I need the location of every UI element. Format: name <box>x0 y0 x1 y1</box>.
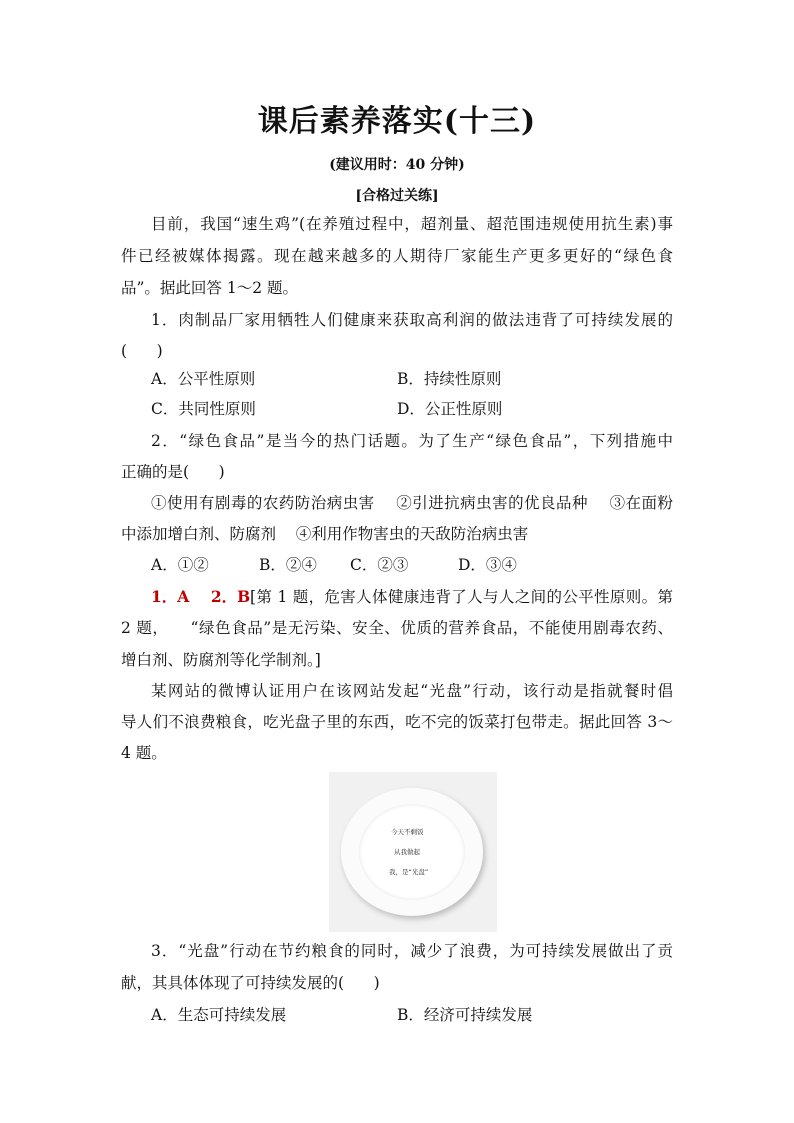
plate-text-line2: 从我做起 <box>394 848 420 856</box>
q3-stem-line1: 3．“光盘”行动在节约粮食的同时，减少了浪费，为可持续发展做出了贡 <box>151 942 673 960</box>
plate-text-line1: 今天不剩饭 <box>391 828 424 836</box>
q1-stem-line2: ( ) <box>121 342 163 360</box>
q1-option-c: C．共同性原则 <box>151 400 256 418</box>
q2-choice-line1: ①使用有剧毒的农药防治病虫害 ②引进抗病虫害的优良品种 ③在面粉 <box>151 494 673 512</box>
q2-option-a: A．①② <box>151 556 209 574</box>
passage1-line3: 品”。据此回答 1～2 题。 <box>121 279 299 297</box>
q3-stem-line2: 献，其具体体现了可持续发展的( ) <box>121 974 380 992</box>
passage1-line2: 件已经被媒体揭露。现在越来越多的人期待厂家能生产更多更好的“绿色食 <box>121 247 673 265</box>
plate-text-line3: 我，是“光盘” <box>389 868 429 876</box>
answer-explanation-line3: 增白剂、防腐剂等化学制剂。] <box>121 651 321 669</box>
q2-option-c: C．②③ <box>350 556 409 574</box>
time-note: (建议用时：40 分钟) <box>329 157 465 173</box>
q2-choice-line2: 中添加增白剂、防腐剂 ④利用作物害虫的天敌防治病虫害 <box>121 525 529 543</box>
q1-option-d: D．公正性原则 <box>397 400 503 418</box>
q3-option-b: B．经济可持续发展 <box>397 1006 533 1024</box>
passage2-line3: 4 题。 <box>121 744 167 762</box>
q2-stem-line1: 2．“绿色食品”是当今的热门话题。为了生产“绿色食品”，下列措施中 <box>151 432 673 450</box>
q2-option-b: B．②④ <box>259 556 317 574</box>
page-title: 课后素养落实(十三) <box>257 104 537 139</box>
section-heading: [合格过关练] <box>355 188 439 204</box>
q3-option-a: A．生态可持续发展 <box>151 1006 287 1024</box>
passage1-line1: 目前，我国“速生鸡”(在养殖过程中，超剂量、超范围违规使用抗生素)事 <box>151 215 673 233</box>
q2-option-d: D．③④ <box>458 556 517 574</box>
passage2-line2: 导人们不浪费粮食，吃光盘子里的东西，吃不完的饭菜打包带走。据此回答 3～ <box>121 713 673 731</box>
answer-explanation-line2: 2 题， “绿色食品”是无污染、安全、优质的营养食品，不能使用剧毒农药、 <box>121 619 673 637</box>
q2-stem-line2: 正确的是( ) <box>121 463 225 481</box>
q1-stem-line1: 1．肉制品厂家用牺牲人们健康来获取高利润的做法违背了可持续发展的 <box>151 311 673 329</box>
plate-image <box>329 772 497 932</box>
answer-explanation-line1: [第 1 题，危害人体健康违背了人与人之间的公平性原则。第 <box>250 588 673 606</box>
q1-option-b: B．持续性原则 <box>397 370 502 388</box>
q1-option-a: A．公平性原则 <box>151 370 256 388</box>
passage2-line1: 某网站的微博认证用户在该网站发起“光盘”行动，该行动是指就餐时倡 <box>151 682 673 700</box>
answer-key-1-2: 1．A 2．B <box>151 587 251 606</box>
